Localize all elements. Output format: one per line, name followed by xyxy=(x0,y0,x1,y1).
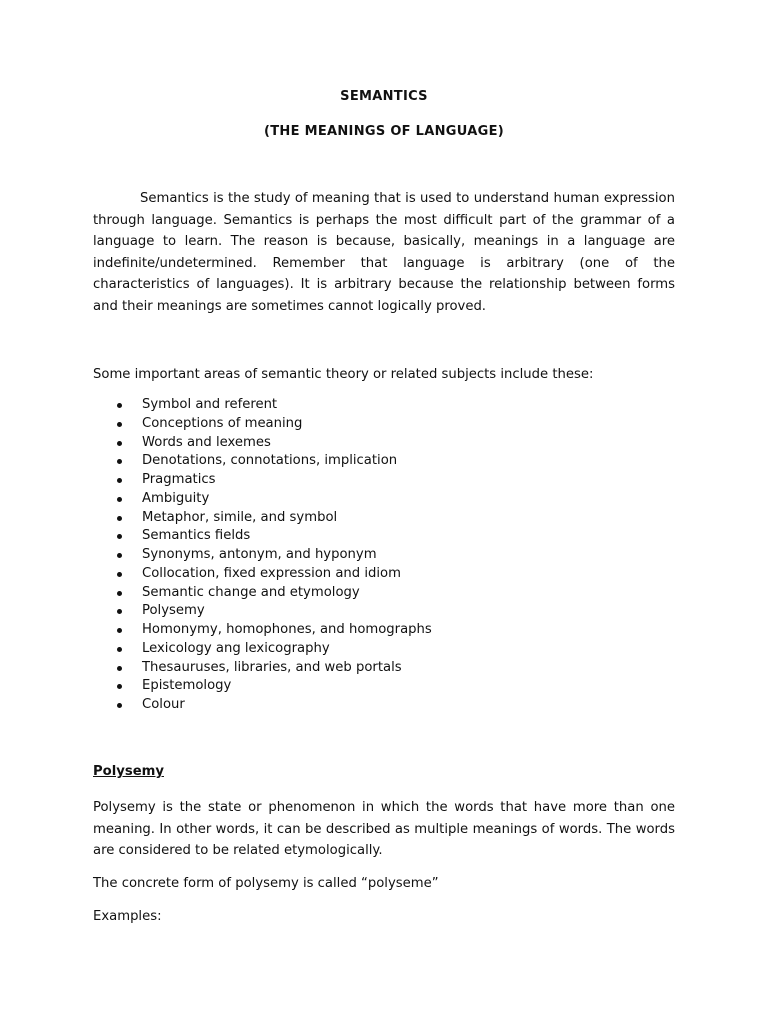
list-item xyxy=(115,602,432,621)
list-item xyxy=(115,434,432,453)
bullet-icon xyxy=(117,628,122,633)
list-item-text: Metaphor, simile, and symbol xyxy=(142,509,338,525)
list-item-text: Ambiguity xyxy=(142,490,210,506)
list-item-text: Epistemology xyxy=(142,678,232,694)
list-item-text: Polysemy xyxy=(142,603,205,619)
list-item-text: Lexicology ang lexicography xyxy=(142,640,330,656)
list-item-text: Denotations, connotations, implication xyxy=(142,453,398,469)
bullet-icon xyxy=(117,459,122,464)
list-item xyxy=(115,396,432,415)
list-item xyxy=(115,659,432,678)
list-item-text: Symbol and referent xyxy=(142,397,278,412)
list-item-text: Semantics fields xyxy=(142,528,251,544)
list-item-text: Synonyms, antonym, and hyponym xyxy=(142,547,377,562)
bullet-icon xyxy=(117,534,122,539)
list-item-text: Colour xyxy=(142,697,185,712)
list-item-text: Pragmatics xyxy=(142,472,216,487)
list-item-text: Collocation, fixed expression and idiom xyxy=(142,565,401,581)
bullet-icon xyxy=(117,591,122,596)
list-item-text: Semantic change and etymology xyxy=(142,584,360,600)
polyseme-line: The concrete form of polysemy is called “polyseme” xyxy=(93,876,439,891)
list-item xyxy=(115,490,432,509)
bullet-icon xyxy=(117,422,122,427)
examples-label: Examples: xyxy=(93,909,162,924)
list-item xyxy=(115,546,432,565)
list-item xyxy=(115,565,432,584)
bullet-icon xyxy=(117,516,122,521)
bullet-icon xyxy=(117,666,122,671)
intro-paragraph: Semantics is the study of meaning that is used to understand human expression through language. Semantics is perhaps the most difficult part of the grammar of a language to learn. The reason is because, basically, meanings in a language are indefinite/undetermined. Remember that language is arbitrary (one of the characteristics of languages). It is arbitrary because the relationship between forms and their meanings are sometimes cannot logically proved. xyxy=(93,191,675,314)
bullet-icon xyxy=(117,497,122,502)
bullet-icon xyxy=(117,703,122,708)
bullet-icon xyxy=(117,684,122,689)
list-item-text: Homonymy, homophones, and homographs xyxy=(142,622,432,637)
list-item xyxy=(115,452,432,471)
areas-list xyxy=(115,396,432,715)
list-item xyxy=(115,621,432,640)
list-item xyxy=(115,471,432,490)
list-item xyxy=(115,677,432,696)
section-heading-polysemy: Polysemy xyxy=(93,764,164,779)
list-item xyxy=(115,584,432,603)
list-item-text: Words and lexemes xyxy=(142,434,271,450)
list-item xyxy=(115,415,432,434)
list-item xyxy=(115,696,432,715)
bullet-icon xyxy=(117,478,122,483)
bullet-icon xyxy=(117,609,122,614)
bullet-icon xyxy=(117,403,122,408)
bullet-icon xyxy=(117,553,122,558)
document-title: SEMANTICS xyxy=(340,89,428,104)
areas-intro: Some important areas of semantic theory or related subjects include these: xyxy=(93,367,594,382)
polysemy-paragraph: Polysemy is the state or phenomenon in which the words that have more than one meaning. In other words, it can be described as multiple meanings of words. The words are considered to be related etymologically. xyxy=(93,800,675,858)
bullet-icon xyxy=(117,441,122,446)
bullet-icon xyxy=(117,647,122,652)
list-item-text: Conceptions of meaning xyxy=(142,415,303,431)
list-item-text: Thesauruses, libraries, and web portals xyxy=(142,659,402,675)
list-item xyxy=(115,509,432,528)
document-subtitle: (THE MEANINGS OF LANGUAGE) xyxy=(264,124,504,139)
list-item xyxy=(115,527,432,546)
list-item xyxy=(115,640,432,659)
bullet-icon xyxy=(117,572,122,577)
